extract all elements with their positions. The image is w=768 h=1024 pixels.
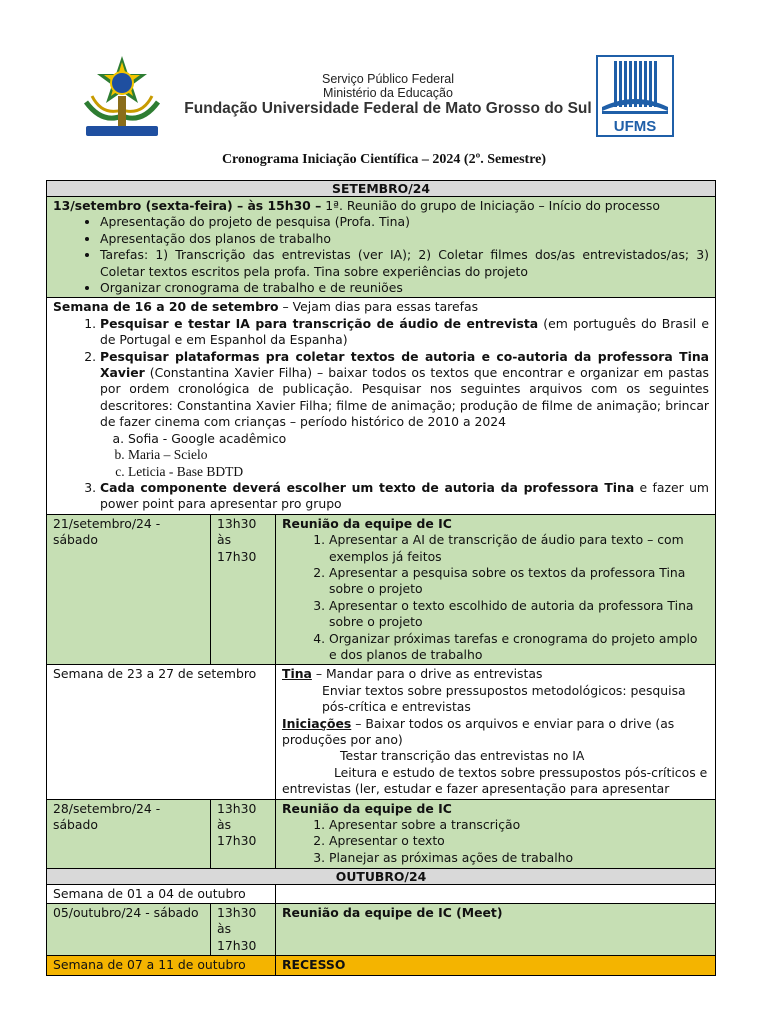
list-item: 1. Apresentar sobre a transcrição [329,817,709,833]
list-item: 2. Apresentar a pesquisa sobre os textos da professora Tina sobre o projeto [329,565,709,598]
tina-task-2: Enviar textos sobre pressupostos metodológicos: pesquisa pós-crítica e entrevistas [322,682,686,715]
table-row [47,956,716,975]
time-cell: 13h30 às 17h30 [211,799,276,868]
table-row [47,665,716,799]
ministry-line: Ministério da Educação [323,86,453,100]
table-row [47,904,716,956]
initiation-task-3: Leitura e estudo de textos sobre pressupostos pós-críticos e entrevistas (ler, estudar e fazer apresentação para apresentar [282,764,708,797]
meeting-agenda [282,532,709,663]
meeting-heading: Reunião da equipe de IC [282,515,452,531]
document-header [0,0,768,150]
tasks-cell [276,665,716,799]
first-meeting-cell [47,197,716,298]
week-tasks-list [53,316,709,513]
list-item: • Organizar cronograma de trabalho e de reuniões [100,280,709,296]
meeting-cell [276,514,716,665]
table-row [47,181,716,197]
meeting-agenda [282,817,709,866]
list-item: 1. Apresentar a AI de transcrição de áudio para texto – com exemplos já feitos [329,532,709,565]
meeting-cell [276,799,716,868]
list-item: 3. Planejar as próximas ações de trabalho [329,850,709,866]
list-item: • Tarefas: 1) Transcrição das entrevistas (ver IA); 2) Coletar filmes dos/as entrevistados/as; 3) Coletar textos escritos pela profa. Tina sobre experiências do projeto [100,247,709,280]
initiation-task: Iniciações – Baixar todos os arquivos e enviar para o drive (as produções por ano) [282,715,675,747]
list-item: • Apresentação do projeto de pesquisa (Profa. Tina) [100,214,709,230]
assignment-sublist [100,431,709,480]
list-item: 4. Organizar próximas tarefas e cronograma do projeto amplo e dos planos de trabalho [329,631,709,664]
date-cell: 21/setembro/24 - sábado [47,514,211,665]
ufms-logo-text: UFMS [613,118,657,135]
date-cell: Semana de 23 a 27 de setembro [47,665,276,799]
list-item: 1. Pesquisar e testar IA para transcrição de áudio de entrevista (em português do Brasil e de Portugal e em Espanhol da Espanha) [100,316,709,349]
schedule-table [46,180,716,976]
list-item: 3. Cada componente deverá escolher um texto de autoria da professora Tina e fazer um power point para apresentar pro grupo [100,480,709,513]
recess-cell: RECESSO [276,956,716,975]
page-title: Cronograma Iniciação Científica – 2024 (2º. Semestre) [221,152,547,167]
table-row [47,884,716,903]
month-heading-october: OUTUBRO/24 [47,868,716,884]
month-heading-september: SETEMBRO/24 [47,181,716,197]
date-cell: 28/setembro/24 - sábado [47,799,211,868]
brazil-coat-of-arms-icon [72,52,172,142]
tina-task: Tina – Mandar para o drive as entrevistas [282,666,543,682]
service-line: Serviço Público Federal [321,72,454,86]
time-cell: 13h30 às 17h30 [211,904,276,956]
institution-block [178,72,598,118]
table-row [47,298,716,514]
meeting-cell [276,904,716,956]
list-item: 2. Pesquisar plataformas pra coletar textos de autoria e co-autoria da professora Tina Xavier (Constantina Xavier Filha) – baixar todos os textos que encontrar e organizar em pastas por ordem cronológica de publicação. Pesquisar nos seguintes arquivos com os seguintes descritores: Constantina Xavier Filha; filme de animação; produção de filme de animação; brincar de fazer cinema com crianças – período histórico de 2010 a 2024 a. Sofia - Google acadêmico b. Maria – Scielo c. Leticia - Base BDTD [100,349,709,480]
date-cell: Semana de 07 a 11 de outubro [47,956,276,975]
initiation-task-2: Testar transcrição das entrevistas no IA [340,748,585,764]
table-row [47,799,716,868]
week-tasks-cell [47,298,716,514]
foundation-line: Fundação Universidade Federal de Mato Grosso do Sul [184,100,592,117]
meeting-heading: Reunião da equipe de IC [282,800,452,816]
time-cell: 13h30 às 17h30 [211,514,276,665]
first-meeting-list [53,214,709,296]
date-cell: Semana de 01 a 04 de outubro [47,884,276,903]
tasks-cell [276,884,716,903]
ufms-logo [596,55,674,137]
meeting-heading: Reunião da equipe de IC (Meet) [282,905,503,921]
list-item: a. Sofia - Google acadêmico [128,431,709,447]
list-item: 2. Apresentar o texto [329,833,709,849]
table-row [47,868,716,884]
list-item: b. Maria – Scielo [128,447,709,463]
week-tasks-heading: Semana de 16 a 20 de setembro – Vejam dias para essas tarefas [53,299,479,315]
list-item: 3. Apresentar o texto escolhido de autoria da professora Tina sobre o projeto [329,598,709,631]
table-row [47,197,716,298]
list-item: c. Leticia - Base BDTD [128,464,709,480]
date-cell: 05/outubro/24 - sábado [47,904,211,956]
list-item: • Apresentação dos planos de trabalho [100,231,709,247]
first-meeting-heading: 13/setembro (sexta-feira) – às 15h30 – 1ª. Reunião do grupo de Iniciação – Início do processo [53,198,660,213]
table-row [47,514,716,665]
